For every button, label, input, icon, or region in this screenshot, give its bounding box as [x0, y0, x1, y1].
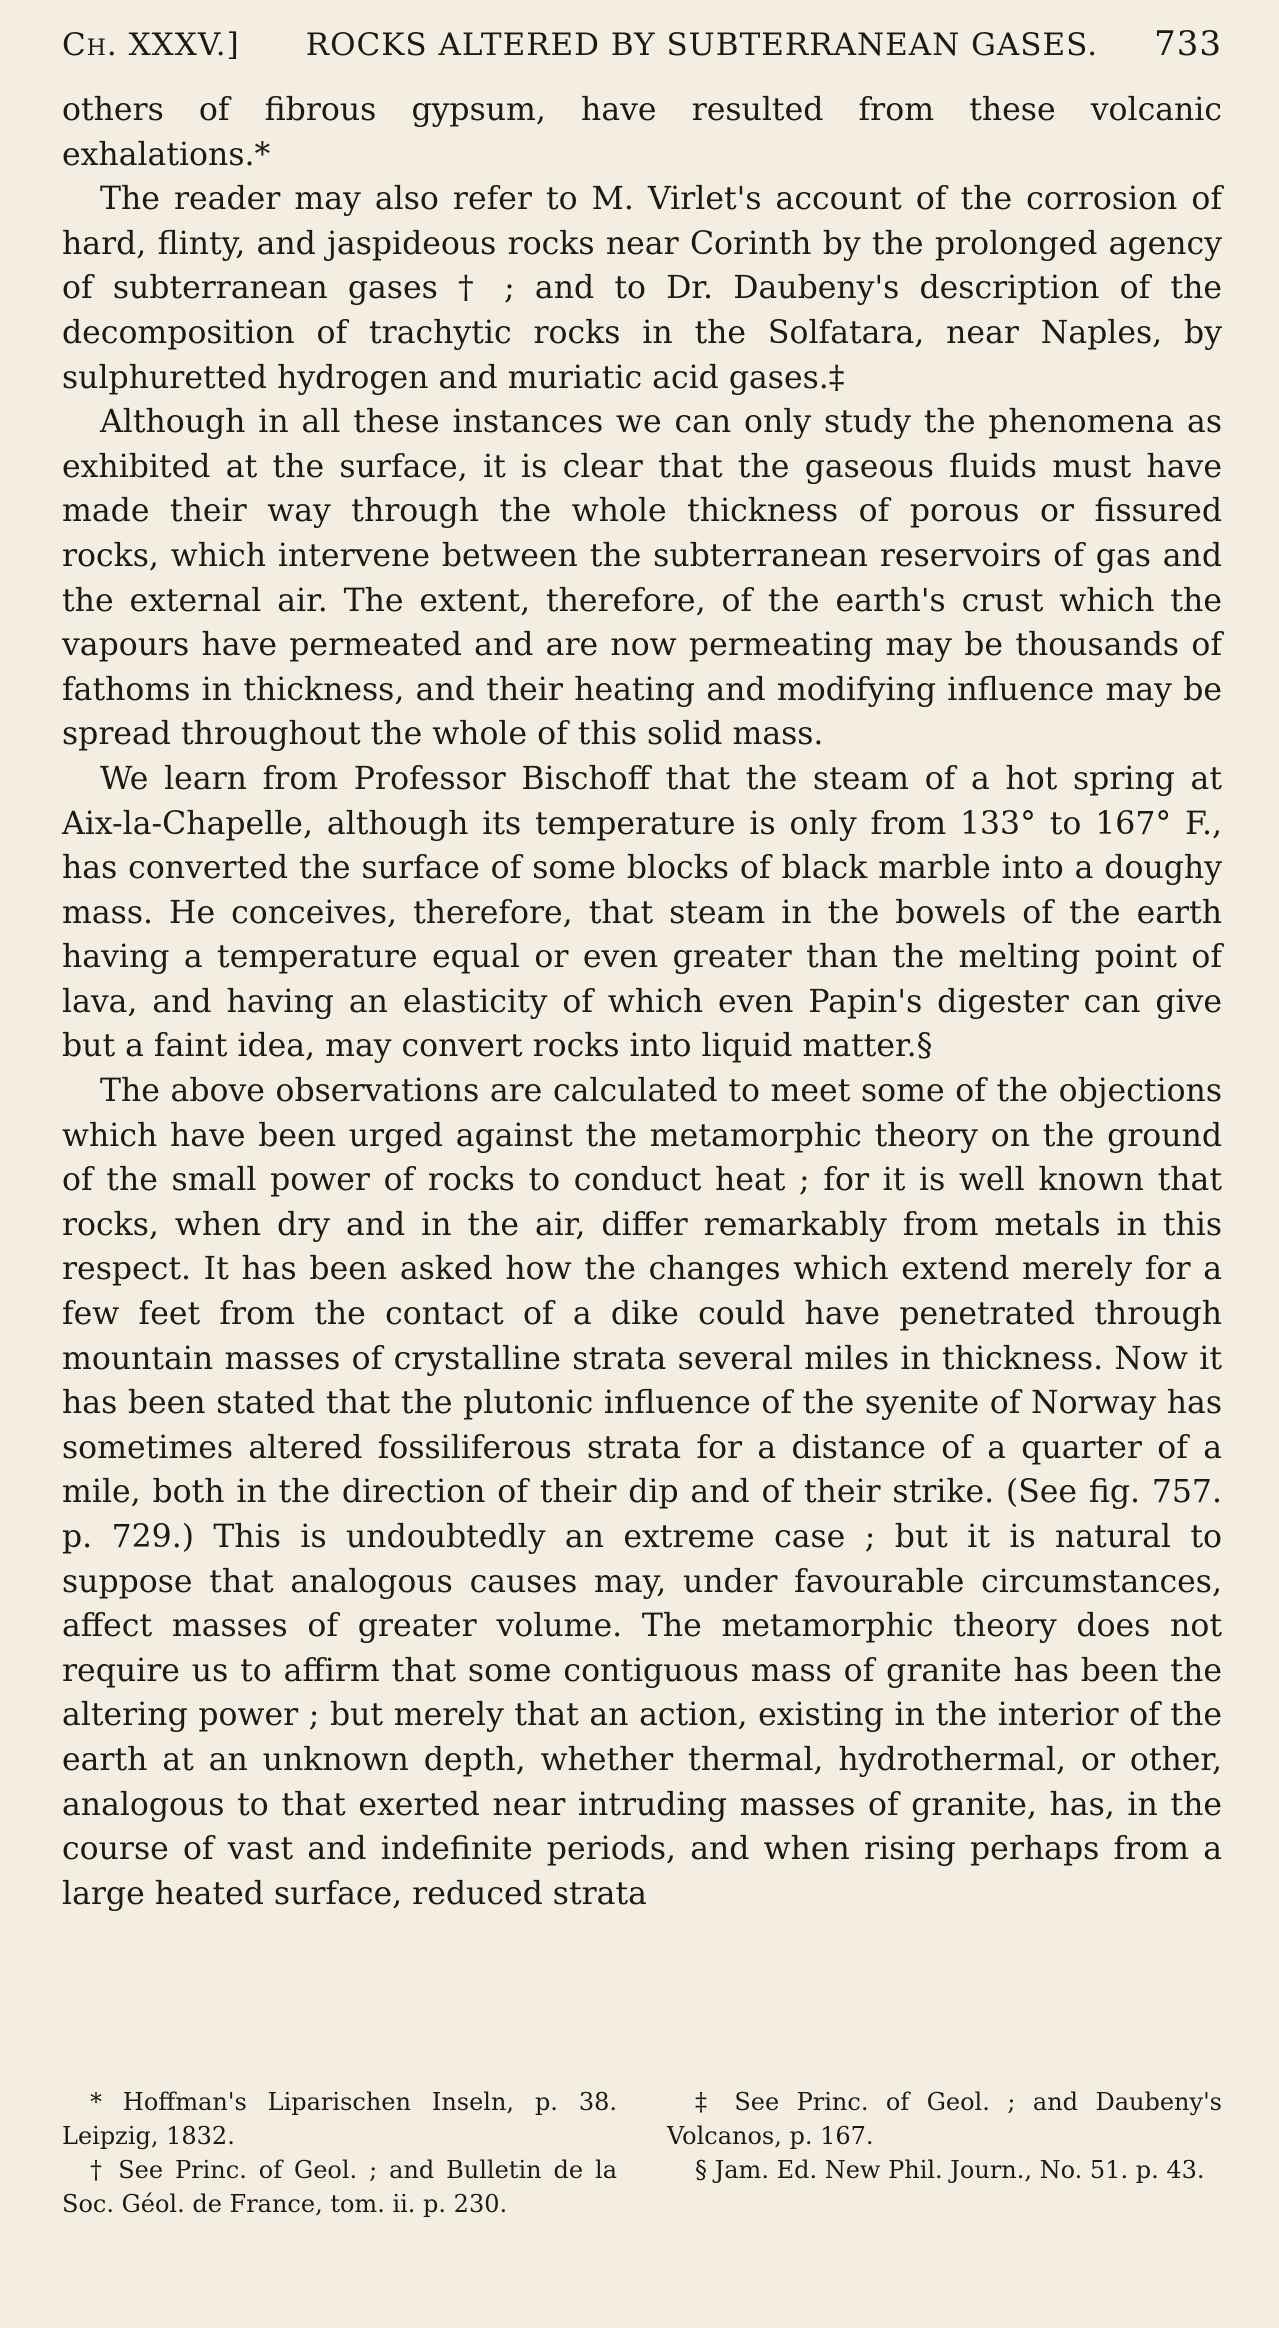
footnotes: [62, 2085, 1222, 2221]
footnotes-right-column: [667, 2085, 1222, 2221]
running-header: [62, 24, 1222, 74]
page-number: 733: [1154, 24, 1222, 64]
paragraph-continuation: others of fibrous gypsum, have resulted from these volcanic exhalations.*: [62, 92, 1222, 173]
paragraph: We learn from Professor Bischoff that the steam of a hot spring at Aix-la-Chapelle, although its temperature is only from 133° to 167° F., has converted the surface of some blocks of black marble into a doughy mass. He conceives, therefore, that steam in the bowels of the earth having a temperature equal or even greater than the melting point of lava, and having an elasticity of which even Papin's digester can give but a faint idea, may convert rocks into liquid matter.§: [62, 760, 1222, 1065]
footnote: ‡ See Princ. of Geol. ; and Daubeny's Volcanos, p. 167.: [667, 2088, 1222, 2150]
body-text: [62, 88, 1222, 1916]
footnotes-left-column: [62, 2085, 617, 2221]
book-page: [62, 24, 1222, 1916]
paragraph: The above observations are calculated to meet some of the objections which have been urged against the metamorphic theory on the ground of the small power of rocks to conduct heat ; for it is well known that rocks, when dry and in the air, differ remarkably from metals in this respect. It has been asked how the changes which extend merely for a few feet from the contact of a dike could have penetrated through mountain masses of crystalline strata several miles in thickness. Now it has been stated that the plutonic influence of the syenite of Norway has sometimes altered fossiliferous strata for a distance of a quarter of a mile, both in the direction of their dip and of their strike. (See fig. 757. p. 729.) This is undoubtedly an extreme case ; but it is natural to suppose that analogous causes may, under favourable circumstances, affect masses of greater volume. The metamorphic theory does not require us to affirm that some contiguous mass of granite has been the altering power ; but merely that an action, existing in the interior of the earth at an unknown depth, whether thermal, hydrothermal, or other, analogous to that exerted near intruding masses of granite, has, in the course of vast and indefinite periods, and when rising perhaps from a large heated surface, reduced strata: [62, 1073, 1222, 1912]
footnote: * Hoffman's Liparischen Inseln, p. 38. Leipzig, 1832.: [62, 2088, 617, 2150]
chapter-reference: Ch. XXXV.]: [62, 27, 240, 63]
footnote: † See Princ. of Geol. ; and Bulletin de la Soc. Géol. de France, tom. ii. p. 230.: [62, 2156, 617, 2218]
running-title: ROCKS ALTERED BY SUBTERRANEAN GASES.: [305, 27, 1099, 63]
footnote: § Jam. Ed. New Phil. Journ., No. 51. p. 43.: [695, 2156, 1205, 2184]
paragraph: The reader may also refer to M. Virlet's account of the corrosion of hard, flinty, and jaspideous rocks near Corinth by the prolonged agency of subterranean gases † ; and to Dr. Daubeny's description of the decomposition of trachytic rocks in the Solfatara, near Naples, by sulphuretted hydrogen and muriatic acid gases.‡: [62, 181, 1222, 396]
paragraph: Although in all these instances we can only study the phenomena as exhibited at the surface, it is clear that the gaseous fluids must have made their way through the whole thickness of porous or fissured rocks, which intervene between the subterranean reservoirs of gas and the external air. The extent, therefore, of the earth's crust which the vapours have permeated and are now permeating may be thousands of fathoms in thickness, and their heating and modifying influence may be spread throughout the whole of this solid mass.: [62, 404, 1222, 753]
